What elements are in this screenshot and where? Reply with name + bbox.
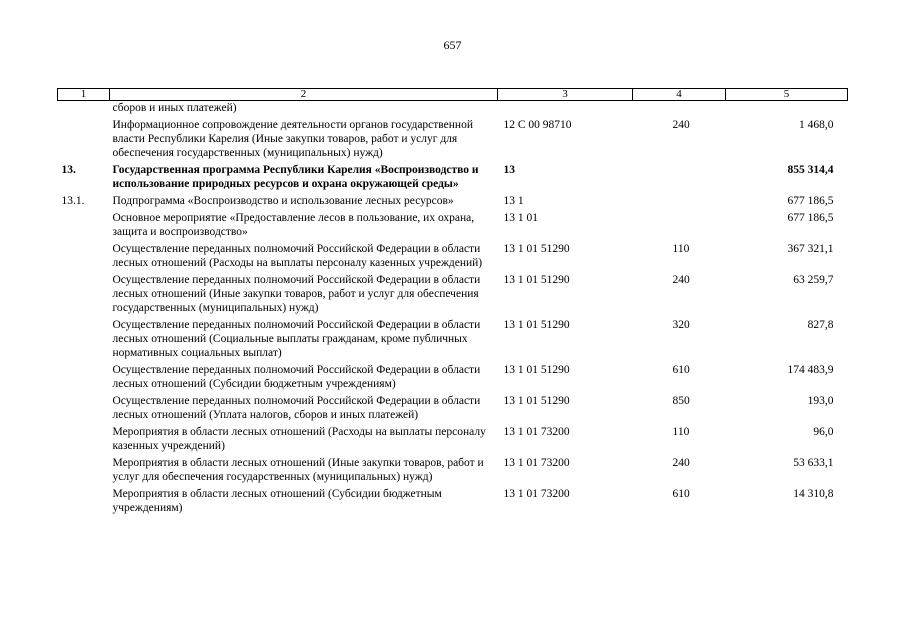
table-row: [58, 101, 848, 119]
row-target-code: 13 1 01: [503, 212, 538, 224]
row-target-code: 13 1 01 73200: [503, 426, 570, 438]
row-expense-type: 610: [672, 364, 690, 376]
row-expense-type: 110: [672, 243, 690, 255]
header-col-2: 2: [110, 89, 498, 101]
row-number: [58, 456, 110, 487]
row-amount: 827,8: [807, 319, 834, 331]
table-header: [58, 89, 848, 101]
row-description: Мероприятия в области лесных отношений (Иные закупки товаров, работ и услуг для обеспечения государственных (муниципальных) нужд): [112, 457, 484, 483]
row-description: Осуществление переданных полномочий Российской Федерации в области лесных отношений (Расходы на выплаты персоналу казенных учреждений): [112, 243, 483, 269]
row-number: [58, 101, 110, 119]
budget-table: [57, 88, 848, 518]
header-col-3: 3: [498, 89, 633, 101]
row-expense-type: 850: [672, 395, 690, 407]
row-amount: [726, 101, 848, 119]
row-target-code: 13 1 01 51290: [503, 395, 570, 407]
row-description: Осуществление переданных полномочий Российской Федерации в области лесных отношений (Социальные выплаты гражданам, кроме публичных нормативных социальных выплат): [112, 319, 481, 359]
row-number: [58, 242, 110, 273]
row-description: Мероприятия в области лесных отношений (Расходы на выплаты персоналу казенных учреждений): [112, 426, 486, 452]
row-target-code: 13 1: [503, 195, 524, 207]
row-description: Подпрограмма «Воспроизводство и использование лесных ресурсов»: [112, 195, 454, 207]
row-number: [58, 425, 110, 456]
row-number: [58, 318, 110, 363]
header-col-5: 5: [726, 89, 848, 101]
row-amount: 367 321,1: [787, 243, 834, 255]
table-row: [58, 211, 848, 242]
table-row: [58, 273, 848, 318]
table-row: [58, 363, 848, 394]
row-description: Основное мероприятие «Предоставление лесов в пользование, их охрана, защита и воспроизводство»: [112, 212, 475, 238]
row-description: Государственная программа Республики Карелия «Воспроизводство и использование природных ресурсов и охрана окружающей среды»: [112, 164, 479, 190]
table-row: [58, 394, 848, 425]
row-amount: 14 310,8: [793, 488, 834, 500]
row-expense-type: [633, 194, 726, 211]
table-row: [58, 163, 848, 194]
row-number: 13.: [61, 164, 76, 176]
header-col-4: 4: [633, 89, 726, 101]
row-amount: 677 186,5: [787, 195, 834, 207]
row-expense-type: [633, 163, 726, 194]
row-number: [58, 363, 110, 394]
row-amount: 96,0: [813, 426, 834, 438]
row-description: Мероприятия в области лесных отношений (Субсидии бюджетным учреждениям): [112, 488, 442, 514]
row-amount: 677 186,5: [787, 212, 834, 224]
row-target-code: 13 1 01 51290: [503, 364, 570, 376]
row-description: Информационное сопровождение деятельности органов государственной власти Республики Карелия (Иные закупки товаров, работ и услуг для обеспечения государственных (муниципальных) нужд): [112, 119, 473, 159]
row-amount: 193,0: [807, 395, 834, 407]
row-description: Осуществление переданных полномочий Российской Федерации в области лесных отношений (Субсидии бюджетным учреждениям): [112, 364, 481, 390]
table-row: [58, 487, 848, 518]
row-number: [58, 118, 110, 163]
row-description: Осуществление переданных полномочий Российской Федерации в области лесных отношений (Иные закупки товаров, работ и услуг для обеспечения государственных (муниципальных) нужд): [112, 274, 481, 314]
row-target-code: 13 1 01 51290: [503, 274, 570, 286]
row-number: [58, 211, 110, 242]
row-number: [58, 394, 110, 425]
row-target-code: 13 1 01 51290: [503, 243, 570, 255]
row-number: [58, 487, 110, 518]
row-amount: 1 468,0: [799, 119, 834, 131]
row-target-code: 13: [503, 164, 515, 176]
row-target-code: 13 1 01 51290: [503, 319, 570, 331]
row-number: [58, 273, 110, 318]
row-description: Осуществление переданных полномочий Российской Федерации в области лесных отношений (Уплата налогов, сборов и иных платежей): [112, 395, 481, 421]
row-description: сборов и иных платежей): [112, 102, 237, 114]
row-amount: 63 259,7: [793, 274, 834, 286]
row-expense-type: 240: [672, 119, 690, 131]
row-number: 13.1.: [61, 195, 85, 207]
row-expense-type: 320: [672, 319, 690, 331]
row-amount: 53 633,1: [793, 457, 834, 469]
table-row: [58, 425, 848, 456]
row-target-code: 13 1 01 73200: [503, 488, 570, 500]
table-row: [58, 194, 848, 211]
table-row: [58, 456, 848, 487]
table-row: [58, 318, 848, 363]
row-expense-type: 610: [672, 488, 690, 500]
row-expense-type: 110: [672, 426, 690, 438]
row-amount: 855 314,4: [787, 164, 834, 176]
table-row: [58, 118, 848, 163]
table-row: [58, 242, 848, 273]
row-target-code: [498, 101, 633, 119]
row-expense-type: 240: [672, 457, 690, 469]
row-target-code: 13 1 01 73200: [503, 457, 570, 469]
row-amount: 174 483,9: [787, 364, 834, 376]
table-body: [58, 101, 848, 519]
header-col-1: 1: [58, 89, 110, 101]
row-target-code: 12 С 00 98710: [503, 119, 572, 131]
row-expense-type: 240: [672, 274, 690, 286]
row-expense-type: [633, 101, 726, 119]
row-expense-type: [633, 211, 726, 242]
page-number: 657: [443, 38, 462, 52]
